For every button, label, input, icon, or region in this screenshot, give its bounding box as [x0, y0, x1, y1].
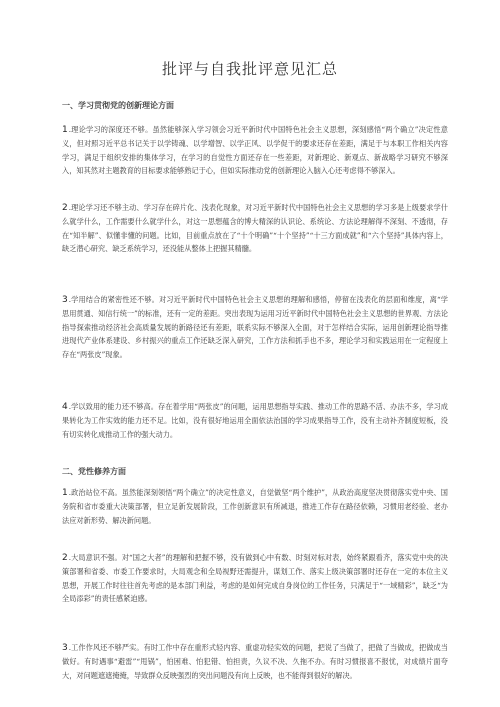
paragraph	[62, 293, 448, 389]
item-number: 2	[62, 203, 68, 213]
document-title: 批评与自我批评意见汇总	[161, 60, 338, 78]
item-number: 4	[62, 402, 68, 412]
item-text: .学用结合的紧密性还不够。对习近平新时代中国特色社会主义思想的理解和感悟，停留在浅表化的层面和维度，离“学思用贯通、知信行统一”的标准，还有一定的差距。突出表现为运用习近平新时代中国特色社会主义思想的世界观、方法论指导探索推动经济社会高质量发展的新路径还有差距，联系实际不够深入全面，对于怎样结合实际，运用创新理论指导推进现代产业体系建设、乡村振兴的重点工作还缺乏深入研究，工作方法和抓手也不多，理论学习和实践运用在一定程度上存在“两张皮”现象。	[62, 295, 448, 359]
paragraph	[62, 641, 448, 707]
paragraph	[62, 551, 448, 631]
item-number: 2	[62, 553, 68, 563]
item-number: 3	[62, 295, 68, 305]
item-text: .政治站位不高。虽然能深刻领悟“两个确立”的决定性意义，自觉做坚“两个维护”，从政治高度坚决贯彻落实党中央、国务院和省市委重大决策部署，但立足新发展阶段，工作创新意识有所减退，推进工作存在路径依赖，习惯用老经验、老办法应对新形势、解决新问题。	[62, 488, 448, 525]
item-number: 1	[62, 488, 68, 498]
item-text: .理论学习还不够主动、学习存在碎片化、浅表化现象，对习近平新时代中国特色社会主义思想的学习多是上级要求学什么就学什么，工作需要什么就学什么，对这一思想蕴含的博大精深的认识论、系统论、方法论理解得不深刻、不透彻，存在“知半解”、似懂非懂的问题。比如，目前重点放在了“十个明确”“十个坚持”“十三方面成就”和“六个坚持”具体内容上，缺乏潜心研究、缺乏系统学习，还没能从整体上把握其精髓。	[62, 203, 448, 254]
item-text: .学以致用的能力还不够高。存在着学用“两张皮”的问题，运用思想指导实践、推动工作的思路不活、办法不多，学习成果转化为工作实效的能力还不足。比如，没有很好地运用全面依法治国的学习成果指导工作，没有主动补齐制度短板，没有切实转化成推动工作的强大动力。	[62, 402, 448, 439]
section-heading: 一、学习贯彻党的创新理论方面	[62, 100, 174, 110]
paragraph	[62, 486, 448, 541]
section-heading: 二、党性修养方面	[62, 466, 126, 476]
paragraph	[62, 123, 448, 190]
item-text: .大局意识不强。对“国之大者”的理解和把握不够，没有做到心中有数、时刻对标对表，始终紧跟看齐，落实党中央的决策部署和省委、市委工作要求时，大局观念和全局视野还需提升，谋划工作、落实上级决策部署时还存在一定的本位主义思想，开展工作时往往首先考虑的是本部门利益，考虑的是如何完成自身岗位的工作任务，只满足于“一域精彩”，缺乏“为全局添彩”的责任感紧迫感。	[62, 553, 448, 604]
item-number: 3	[62, 643, 68, 653]
item-number: 1	[62, 125, 68, 135]
paragraph	[62, 400, 448, 455]
item-text: .理论学习的深度还不够。虽然能够深入学习领会习近平新时代中国特色社会主义思想，深刻感悟“两个确立”决定性意义，但对照习近平总书记关于以学铸魂、以学增智、以学正风、以学促干的要求还存在差距，满足于与本职工作相关内容学习，满足于组织安排的集体学习，在学习的自觉性方面还存在一些差距，对新理论、新观点、新战略学习研究不够深入，知其然对主题教育的目标要求能够熟记于心，但如实际推动党的创新理论入脑入心还考虑得不够深入。	[62, 125, 448, 176]
item-text: .工作作风还不够严实。有时工作中存在重形式轻内容、重虚功轻实效的问题，把说了当做了，把做了当做成，把做成当做好。有时遇事“避雷”“甩锅”，怕困难、怕犯错、怕担责，久议不决、久拖不办。有时习惯报喜不报忧，对成绩片面夸大，对问题遮遮掩掩，导致群众反映强烈的突出问题没有向上反映，也不能得到很好的解决。	[62, 643, 448, 680]
paragraph	[62, 201, 448, 282]
